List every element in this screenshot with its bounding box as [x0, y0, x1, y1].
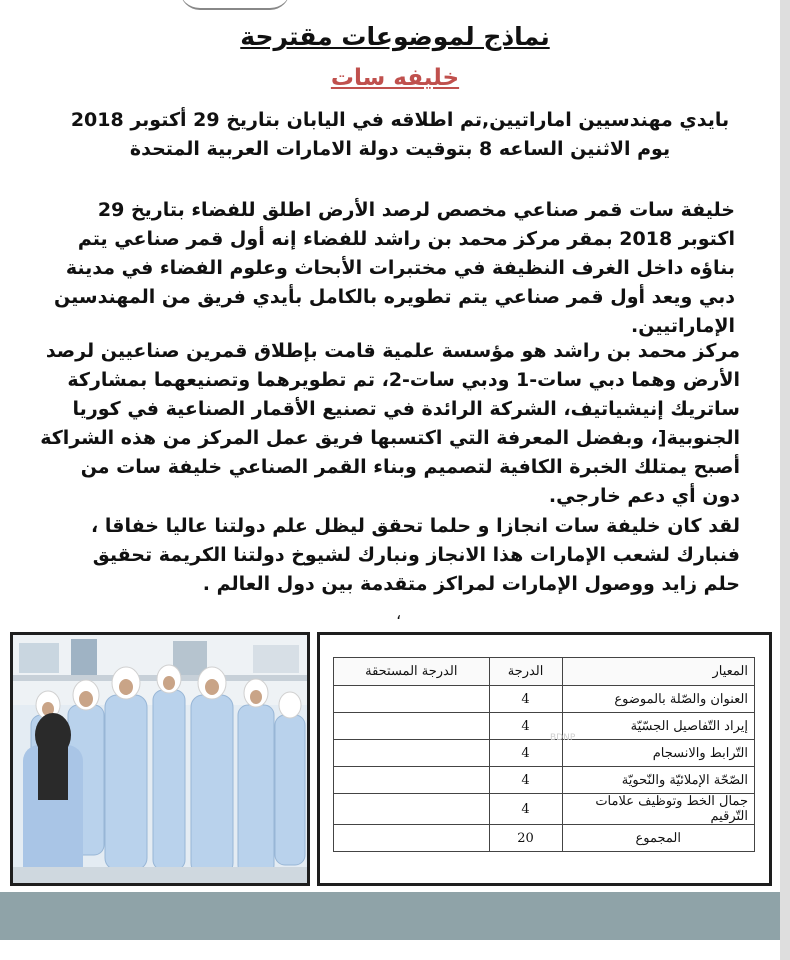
footer-band — [0, 892, 790, 940]
score-cell: 4 — [489, 794, 562, 825]
total-score-cell: 20 — [489, 825, 562, 852]
total-label-cell: المجموع — [562, 825, 754, 852]
rubric-row — [334, 767, 755, 794]
paragraph-conclusion: لقد كان خليفة سات انجازا و حلما تحقق ليظل علم دولتنا عاليا خفاقا ، فنبارك لشعب الإمارات هذا الانجاز ونبارك لشيوخ دولتنا الكريمة تحقيق حلم زايد ووصول الإمارات لمراكز متقدمة بين دول العالم . — [91, 515, 740, 595]
score-cell: 4 — [489, 713, 562, 740]
rubric-header-row — [334, 658, 755, 686]
criterion-cell: الصّحّة الإملائيّة والنّحويّة — [562, 767, 754, 794]
criterion-cell: جمال الخط وتوظيف علامات التّرقيم — [562, 794, 754, 825]
score-cell: 4 — [489, 767, 562, 794]
earned-cell — [334, 767, 490, 794]
rubric-table — [333, 657, 755, 852]
earned-cell — [334, 713, 490, 740]
total-earned-cell — [334, 825, 490, 852]
rubric-row — [334, 713, 755, 740]
rubric-table-box — [317, 632, 772, 886]
header-earned: الدرجة المستحقة — [334, 658, 490, 686]
criterion-cell: العنوان والصّلة بالموضوع — [562, 686, 754, 713]
rubric-row — [334, 686, 755, 713]
page-edge — [780, 0, 790, 960]
watermark-text: BDNP — [550, 733, 576, 743]
score-cell: 4 — [489, 740, 562, 767]
criterion-cell: إيراد التّفاصيل الجسّيّة — [562, 713, 754, 740]
paragraph-launch-info: بايدي مهندسيين اماراتيين,تم اطلاقه في اليابان بتاريخ 29 أكتوبر 2018 يوم الاثنين الساعه 8 بتوقيت دولة الامارات العربية المتحدة — [70, 109, 730, 160]
earned-cell — [334, 686, 490, 713]
header-criterion: المعيار — [562, 658, 754, 686]
rubric-row — [334, 740, 755, 767]
decorative-arc — [180, 0, 290, 10]
stray-mark: ، — [396, 604, 402, 623]
rubric-total-row — [334, 825, 755, 852]
paragraph-satellite-description: خليفة سات قمر صناعي مخصص لرصد الأرض اطلق للفضاء بتاريخ 29 اكتوبر 2018 بمقر مركز محمد بن راشد للفضاء إنه أول قمر صناعي يتم بناؤه داخل الغرف النظيفة في مختبرات الأبحاث وعلوم الفضاء في مدينة دبي ويعد أول قمر صناعي يتم تطويره بالكامل بأيدي فريق من المهندسين الإماراتيين. — [54, 199, 735, 337]
earned-cell — [334, 794, 490, 825]
criterion-cell: التّرابط والانسجام — [562, 740, 754, 767]
page-title: نماذج لموضوعات مقترحة — [240, 22, 550, 51]
paragraph-space-center: مركز محمد بن راشد هو مؤسسة علمية قامت بإطلاق قمرين صناعيين لرصد الأرض وهما دبي سات-1 ودبي سات-2، تم تطويرهما وتصنيعهما بمشاركة ساتريك إنيشياتيف، الشركة الرائدة في تصنيع الأقمار الصناعية في كوريا الجنوبية[، وبفضل المعرفة التي اكتسبها فريق عمل المركز من هذه الشراكة أصبح يمتلك الخبرة الكافية لتصميم وبناء القمر الصناعي خليفة سات من دون أي دعم خارجي. — [40, 340, 740, 507]
clean-room-photo — [10, 632, 310, 886]
header-score: الدرجة — [489, 658, 562, 686]
rubric-row — [334, 794, 755, 825]
earned-cell — [334, 740, 490, 767]
subtitle: خليفه سات — [330, 65, 460, 91]
score-cell: 4 — [489, 686, 562, 713]
clean-room-illustration — [13, 635, 307, 883]
